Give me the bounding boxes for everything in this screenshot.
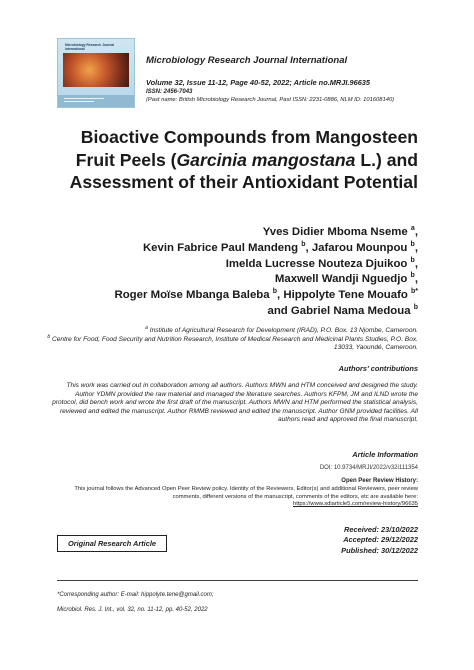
author-affil-mark: b* xyxy=(411,288,418,296)
author-affil-mark: b xyxy=(410,272,415,280)
affiliation-a: Institute of Agricultural Research for Development (IRAD), P.O. Box. 13 Njombe, Cameroon. xyxy=(147,327,418,334)
article-dates xyxy=(341,525,418,556)
article-info-heading: Article Information xyxy=(352,450,418,459)
author: Yves Didier Mboma Nseme xyxy=(262,226,408,238)
title-part-1: Bioactive Compounds from Mangosteen Fruit Peels ( xyxy=(75,127,418,170)
published-date: Published: 30/12/2022 xyxy=(341,545,418,555)
author-affil-mark: b xyxy=(410,240,415,248)
corresponding-author: *Corresponding author: E-mail: hippolyte.tene@gmail.com; xyxy=(57,592,214,598)
title-species: Garcinia mangostana xyxy=(176,149,356,170)
affil-mark-a: a xyxy=(145,325,148,331)
article-type: Original Research Article xyxy=(67,539,157,548)
author-affil-mark: b xyxy=(272,288,278,296)
article-title xyxy=(40,126,418,194)
past-name: (Past name: British Microbiology Research Journal, Past ISSN: 2231-0886, NLM ID: 101608140) xyxy=(146,97,395,103)
author: Kevin Fabrice Paul Mandeng xyxy=(142,241,299,254)
affiliations xyxy=(40,327,418,353)
received-date: Received: 23/10/2022 xyxy=(344,525,418,534)
citation: Microbiol. Res. J. Int., vol. 32, no. 11-12, pp. 40-52, 2022 xyxy=(57,607,208,613)
peer-review-heading: Open Peer Review History: xyxy=(341,478,418,484)
contributions-heading: Authors' contributions xyxy=(338,364,418,373)
issn: ISSN: 2456-7043 xyxy=(146,89,193,95)
journal-name: Microbiology Research Journal International xyxy=(146,55,348,66)
author-affil-mark: b xyxy=(413,303,418,311)
issue-info: Volume 32, Issue 11-12, Page 40-52, 2022; Article no.MRJI.96635 xyxy=(146,78,371,87)
accepted-date: Accepted: 29/12/2022 xyxy=(343,535,418,545)
author-affil-mark: b xyxy=(410,256,415,264)
affil-mark-b: b xyxy=(47,333,51,340)
author-affil-mark: b xyxy=(301,240,306,248)
author: Roger Moïse Mbanga Baleba xyxy=(114,289,270,302)
footer-divider xyxy=(57,580,418,581)
doi: DOI: 10.9734/MRJI/2022/v32i111354 xyxy=(319,465,418,471)
article-type-box xyxy=(57,535,167,552)
cover-band xyxy=(58,95,134,107)
cover-title: Microbiology Research Journal International xyxy=(65,43,115,51)
author-list: Yves Didier Mboma Nseme $^a$, Kevin Fabrice Paul Mandeng $^b$, Jafarou Mounpou $^b$, Imelda Lucresse Nouteza Djuikoo $^b$, Maxwell Wandji Nguedjo $^b$, Roger Moïse Mbanga Baleba $^b$, Hippolyte Tene Mouafo $^{b*}$ and Gabriel Nama Medoua $^b$ xyxy=(114,225,418,317)
peer-review-text: This journal follows the Advanced Open Peer Review policy. Identity of the Reviewers, Editor(s) and additional Reviewers, peer review comments, different versions of the manuscript, comments of the editors, etc are available here: https://www.sdiarticle5.com/review-history/96635 xyxy=(74,486,418,508)
author: Imelda Lucresse Nouteza Djuikoo xyxy=(225,257,408,270)
author: and Gabriel Nama Medoua xyxy=(267,304,411,317)
title-part-2: L.) and Assessment of their Antioxidant Potential xyxy=(69,149,418,192)
journal-cover-image xyxy=(57,38,135,108)
cover-artwork xyxy=(63,53,129,87)
author: Maxwell Wandji Nguedjo xyxy=(274,273,408,286)
contributions-text: This work was carried out in collaboration among all authors. Authors MWN and HTM conceived and designed the study. Author YDMN provided the raw material and managed the literature searches. Authors KFPM, JM and ILND wrote the protocol, did bench work and wrote the first draft of the manuscript. Authors MWN and HTM performed the statistical analysis, reviewed and edited the manuscript. Author RMMB reviewed and edited the manuscript. Author GNM provided facilities. All authors read and approved the final manuscript. xyxy=(52,382,418,424)
author-affil-mark: a xyxy=(410,225,415,232)
author: Hippolyte Tene Mouafo xyxy=(283,289,408,302)
peer-review-link[interactable]: https://www.sdiarticle5.com/review-history/96635 xyxy=(292,501,418,508)
author: Jafarou Mounpou xyxy=(311,241,408,254)
affiliation-b: Centre for Food, Food Security and Nutrition Research, Institute of Medical Research and Medicinal Plants Studies, P.O. Box. 13033, Yaoundé, Cameroon. xyxy=(50,335,418,352)
